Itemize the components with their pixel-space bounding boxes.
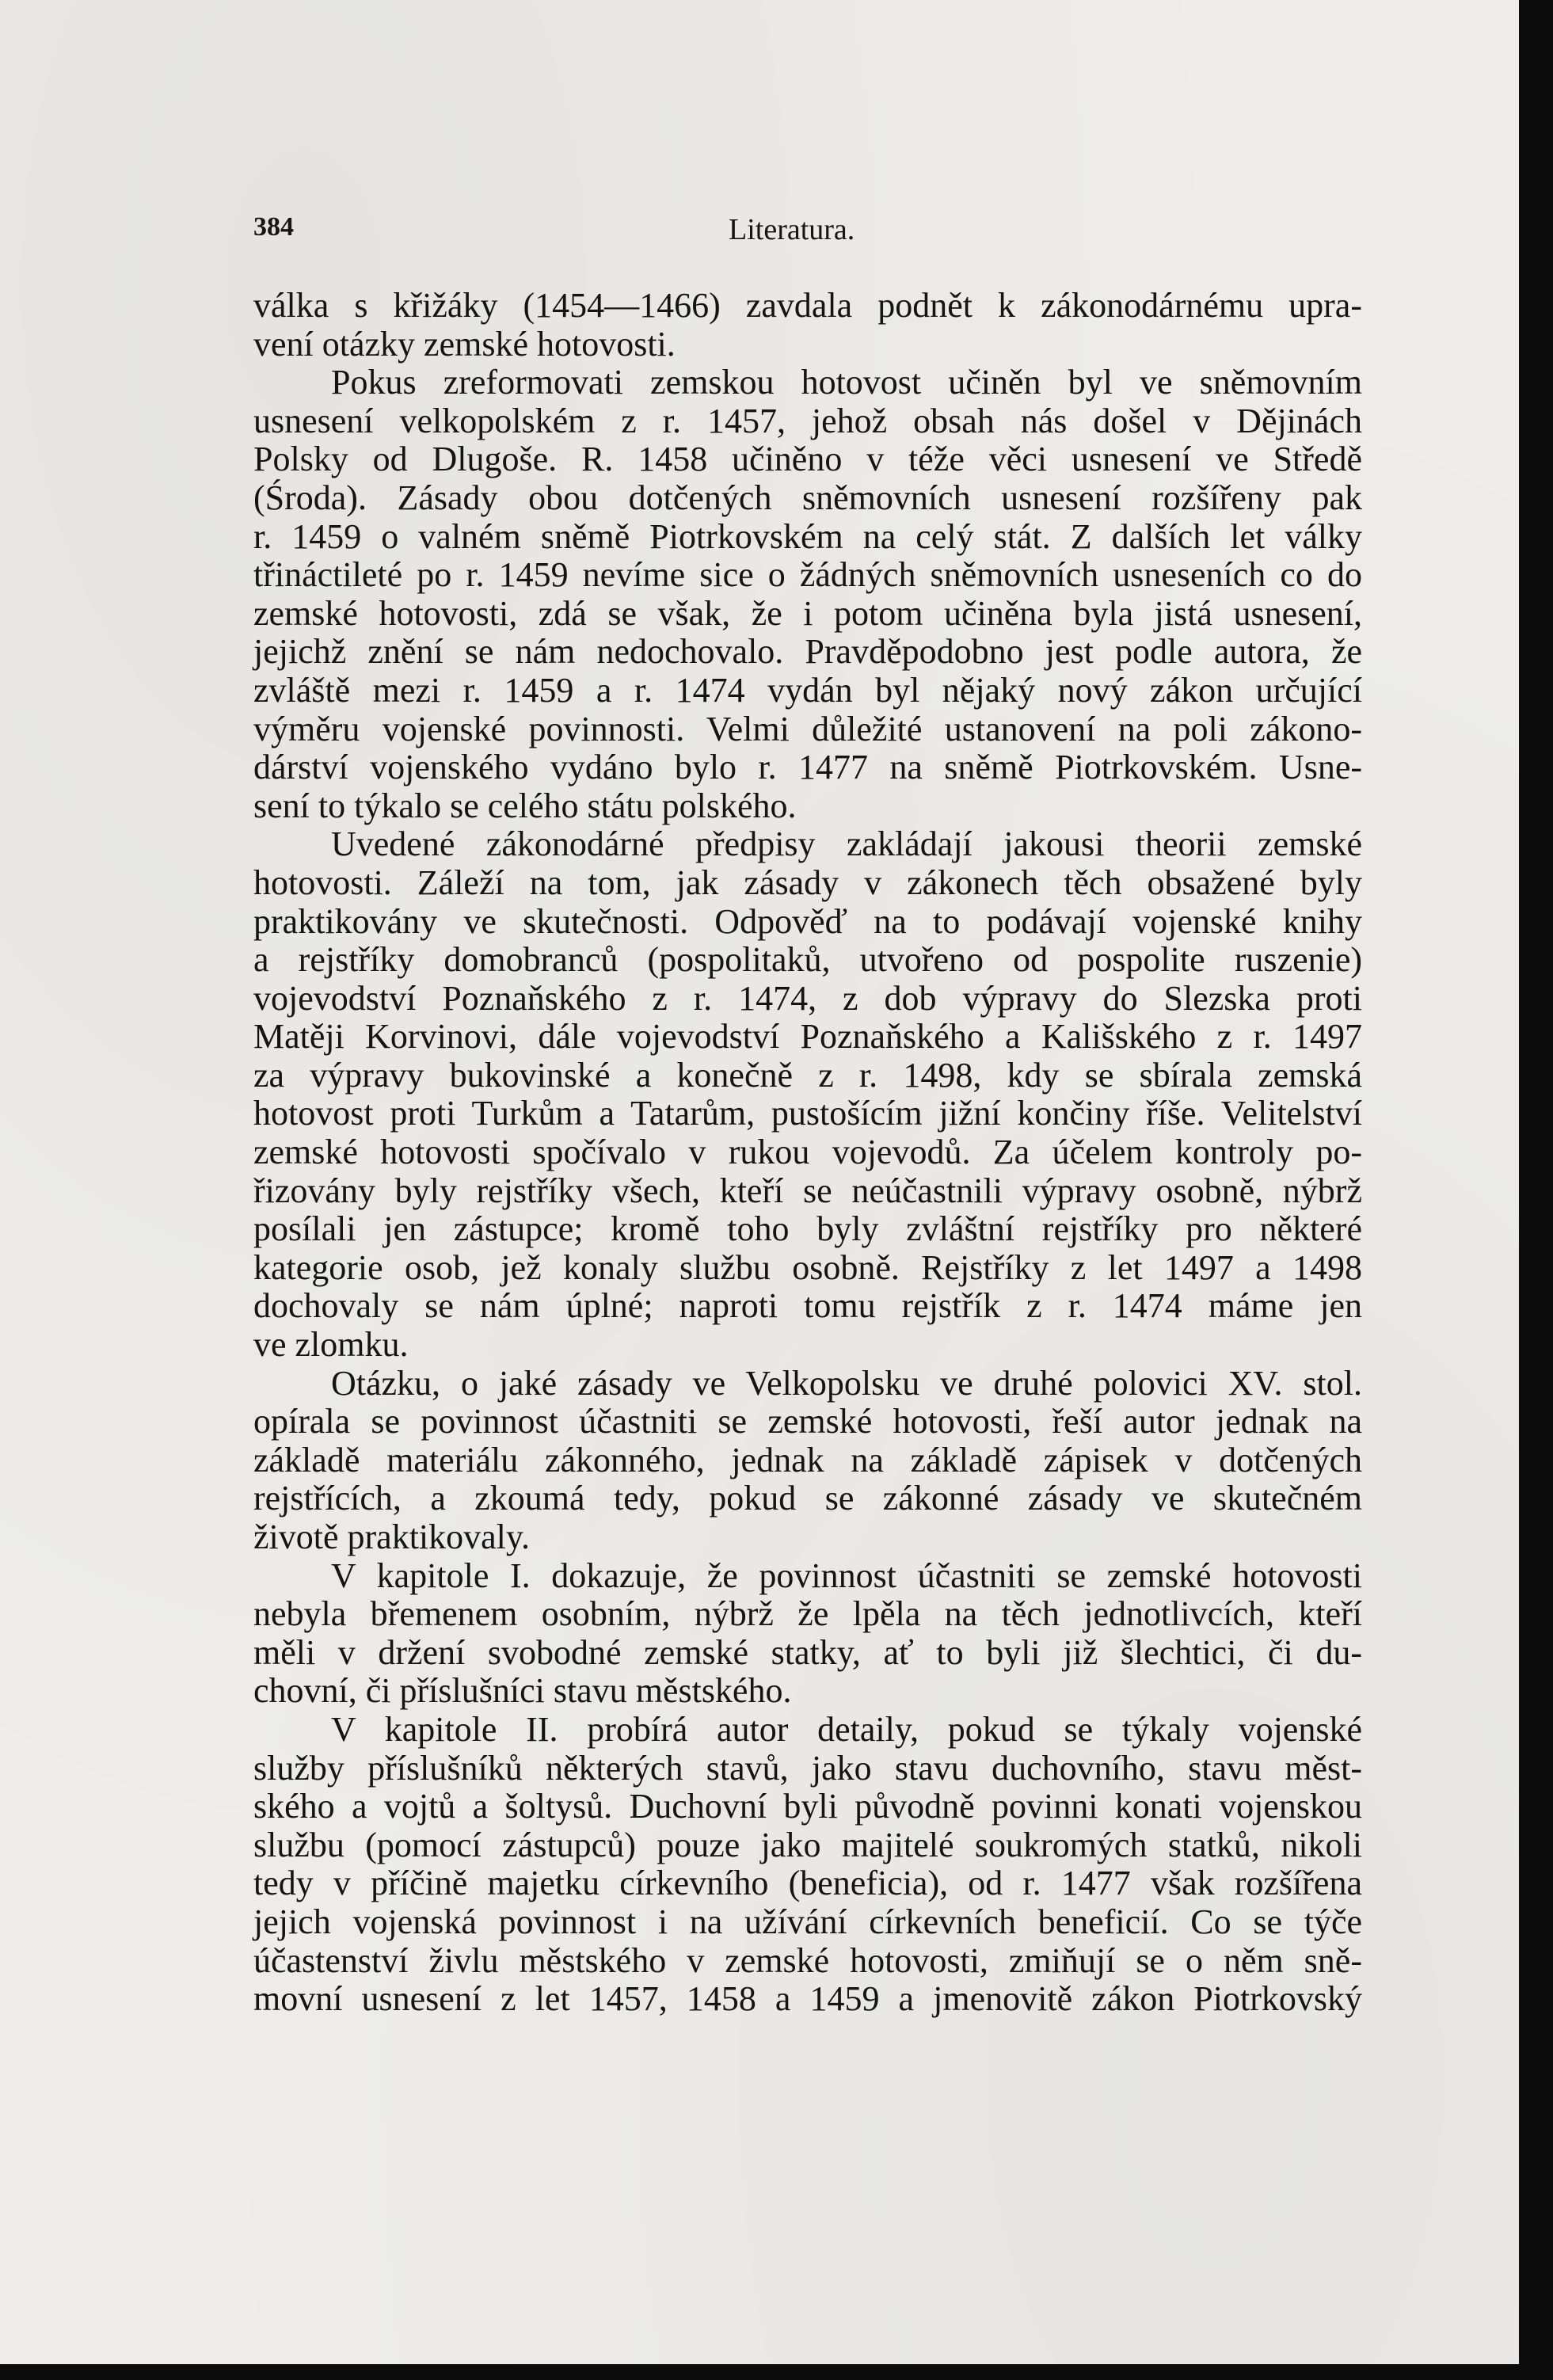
text-line: Otázku, o jaké zásady ve Velkopolsku ve druhé polovici XV. stol. [331,1363,1362,1403]
text-line: nebyla břemenem osobním, nýbrž že lpěla na těch jednotlivcích, kteří [253,1594,1362,1634]
text-line: rejstřících, a zkoumá tedy, pokud se zákonné zásady ve skutečném [253,1479,1362,1518]
page-number: 384 [253,212,294,242]
text-line: řizovány byly rejstříky všech, kteří se neúčastnili výpravy osobně, nýbrž [253,1171,1362,1210]
text-line: životě praktikovaly. [253,1517,531,1556]
text-line: praktikovány ve skutečnosti. Odpověď na to podávají vojenské knihy [253,901,1362,941]
text-line: dárství vojenského vydáno bylo r. 1477 na sněmě Piotrkovském. Usne- [253,748,1362,787]
text-line: měli v držení svobodné zemské statky, ať to byli již šlechtici, či du- [253,1632,1362,1672]
text-line: třináctileté po r. 1459 nevíme sice o žádných sněmovních usneseních co do [253,555,1362,595]
text-line: posílali jen zástupce; kromě toho byly zvláštní rejstříky pro některé [253,1209,1362,1249]
text-line: r. 1459 o valném sněmě Piotrkovském na celý stát. Z dalších let války [253,516,1362,556]
text-line: hotovosti. Záleží na tom, jak zásady v zákonech těch obsažené byly [253,863,1362,902]
text-line: Matěji Korvinovi, dále vojevodství Poznaňského a Kališského z r. 1497 [253,1017,1362,1057]
text-line: válka s křižáky (1454—1466) zavdala podnět k zákonodárnému upra- [253,286,1362,325]
text-line: vení otázky zemské hotovosti. [253,324,676,364]
text-line: zemské hotovosti spočívalo v rukou vojevodů. Za účelem kontroly po- [253,1133,1362,1172]
text-line: účastenství živlu městského v zemské hotovosti, zmiňují se o něm sně- [253,1940,1362,1980]
text-line: služby příslušníků některých stavů, jako stavu duchovního, stavu měst- [253,1748,1362,1788]
text-line: Polsky od Dlugoše. R. 1458 učiněno v téže věci usnesení ve Středě [253,440,1362,479]
running-title: Literatura. [729,213,855,246]
text-line: movní usnesení z let 1457, 1458 a 1459 a jmenovitě zákon Piotrkovský [253,1979,1362,2019]
text-line: (Środa). Zásady obou dotčených sněmovních usnesení rozšířeny pak [253,478,1362,517]
scan-border-bottom [0,2364,1553,2380]
text-line: hotovost proti Turkům a Tatarům, pustošícím jižní končiny říše. Velitelství [253,1094,1362,1133]
text-line: Uvedené zákonodárné předpisy zakládají jakousi theorii zemské [331,824,1362,864]
body-text [253,287,1362,2019]
text-line: tedy v příčině majetku církevního (beneficia), od r. 1477 však rozšířena [253,1864,1362,1903]
text-line: výměru vojenské povinnosti. Velmi důležité ustanovení na poli zákono- [253,709,1362,748]
text-line: zvláště mezi r. 1459 a r. 1474 vydán byl nějaký nový zákon určující [253,670,1362,710]
text-line: chovní, či příslušníci stavu městského. [253,1671,792,1711]
text-line: základě materiálu zákonného, jednak na základě zápisek v dotčených [253,1440,1362,1479]
text-line: Pokus zreformovati zemskou hotovost učiněn byl ve sněmovním [331,363,1362,402]
text-line: V kapitole I. dokazuje, že povinnost účastniti se zemské hotovosti [331,1556,1362,1595]
text-line: ve zlomku. [253,1325,409,1365]
text-line: vojevodství Poznaňského z r. 1474, z dob výpravy do Slezska proti [253,978,1362,1018]
text-line: dochovaly se nám úplné; naproti tomu rejstřík z r. 1474 máme jen [253,1286,1362,1326]
text-line: za výpravy bukovinské a konečně z r. 1498, kdy se sbírala zemská [253,1055,1362,1095]
text-line: sení to týkalo se celého státu polského. [253,786,797,825]
running-head [253,212,1362,252]
text-line: ského a vojtů a šoltysů. Duchovní byli původně povinni konati vojenskou [253,1787,1362,1826]
text-line: jejich vojenská povinnost i na užívání církevních beneficií. Co se týče [253,1902,1362,1941]
scan-border-right [1519,0,1553,2380]
text-line: V kapitole II. probírá autor detaily, pokud se týkaly vojenské [331,1709,1362,1749]
text-line: a rejstříky domobranců (pospolitaků, utvořeno od pospolite ruszenie) [253,940,1362,980]
text-line: jejichž znění se nám nedochovalo. Pravděpodobno jest podle autora, že [253,632,1362,672]
text-line: usnesení velkopolském z r. 1457, jehož obsah nás došel v Dějinách [253,401,1362,440]
text-line: kategorie osob, jež konaly službu osobně. Rejstříky z let 1497 a 1498 [253,1247,1362,1287]
text-line: službu (pomocí zástupců) pouze jako majitelé soukromých statků, nikoli [253,1825,1362,1864]
text-line: opírala se povinnost účastniti se zemské hotovosti, řeší autor jednak na [253,1402,1362,1441]
text-line: zemské hotovosti, zdá se však, že i potom učiněna byla jistá usnesení, [253,593,1362,633]
